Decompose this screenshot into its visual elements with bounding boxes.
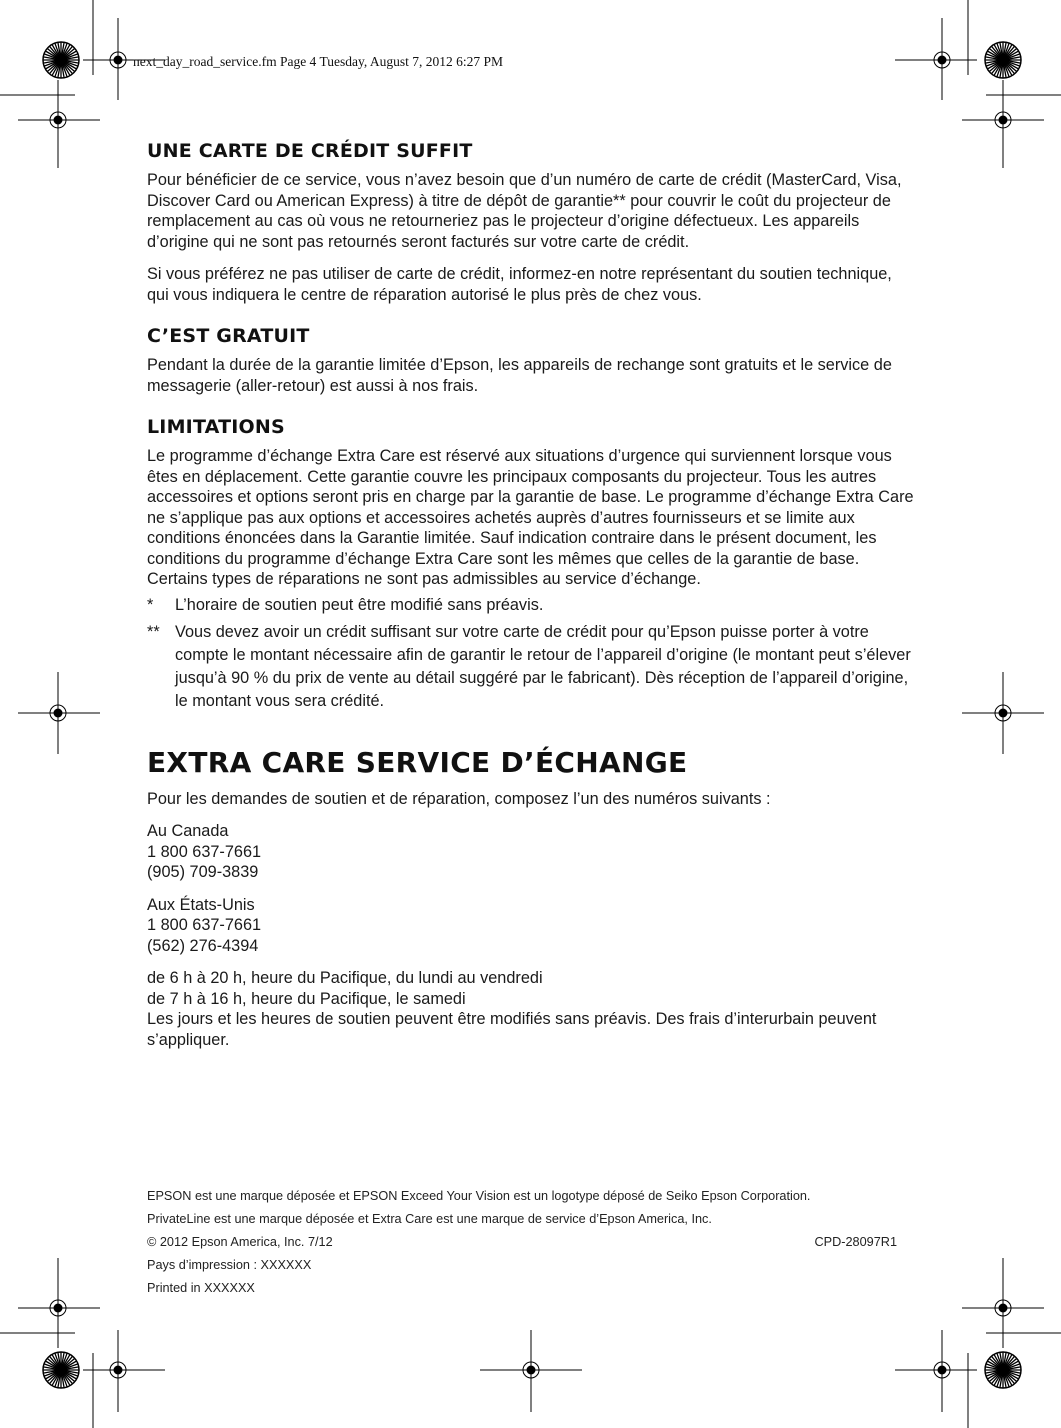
hours-saturday: de 7 h à 16 h, heure du Pacifique, le samedi: [147, 989, 466, 1008]
canada-label: Au Canada: [147, 822, 229, 840]
footnote-mark: **: [147, 622, 160, 641]
copyright-row: [147, 1231, 897, 1254]
footnote-1: [147, 594, 915, 617]
starburst-mark: [43, 42, 79, 78]
limitations-heading: LIMITATIONS: [147, 416, 285, 438]
exchange-heading: EXTRA CARE SERVICE D’ÉCHANGE: [147, 745, 688, 779]
hours-weekday: de 6 h à 20 h, heure du Pacifique, du lundi au vendredi: [147, 969, 543, 987]
footnote-mark: *: [147, 595, 154, 614]
page-content: [147, 140, 915, 1050]
footnote-2: [147, 621, 915, 713]
usa-phone-1: 1 800 637-7661: [147, 916, 262, 934]
starburst-mark: [43, 1352, 79, 1388]
free-paragraph: Pendant la durée de la garantie limitée d’Epson, les appareils de rechange sont gratuits et le service de messagerie (aller-retour) est aussi à nos frais.: [147, 356, 892, 395]
starburst-mark: [985, 42, 1021, 78]
trademark-line-2: PrivateLine est une marque déposée et Extra Care est une marque de service d’Epson America, Inc.: [147, 1212, 712, 1226]
trademark-line-1: EPSON est une marque déposée et EPSON Exceed Your Vision est un logotype déposé de Seiko Epson Corporation.: [147, 1189, 811, 1203]
printed-in: Printed in XXXXXX: [147, 1281, 255, 1295]
free-heading: C’EST GRATUIT: [147, 325, 310, 347]
usa-label: Aux États-Unis: [147, 895, 255, 914]
file-slug: next_day_road_service.fm Page 4 Tuesday, August 7, 2012 6:27 PM: [133, 54, 503, 69]
copyright: © 2012 Epson America, Inc. 7/12: [147, 1235, 333, 1249]
credit-paragraph-1: Pour bénéficier de ce service, vous n’avez besoin que d’un numéro de carte de crédit (MasterCard, Visa, Discover Card ou American Express) à titre de dépôt de garantie** pour couvrir le coût du projecteur de remplacement au cas où vous ne retourneriez pas le projecteur d’origine défectueux. Les appareils d’origine qui ne sont pas retournés seront facturés sur votre carte de crédit.: [147, 171, 902, 251]
document-code: CPD-28097R1: [814, 1235, 897, 1249]
footnote-text: Vous devez avoir un crédit suffisant sur votre carte de crédit pour qu’Epson puisse porter à votre compte le montant nécessaire afin de garantir le retour de l’appareil d’origine (le montant peut s’élever jusqu’à 90 % du prix de vente au détail suggéré par le fabricant). Dès réception de l’appareil d’origine, le montant vous sera crédité.: [175, 622, 911, 710]
exchange-intro: Pour les demandes de soutien et de réparation, composez l’un des numéros suivants :: [147, 789, 771, 808]
credit-heading: UNE CARTE DE CRÉDIT SUFFIT: [147, 140, 473, 162]
starburst-mark: [985, 1352, 1021, 1388]
footnote-text: L’horaire de soutien peut être modifié sans préavis.: [175, 595, 544, 614]
legal-footer: [147, 1185, 897, 1300]
usa-phone-2: (562) 276-4394: [147, 936, 259, 955]
canada-phone-1: 1 800 637-7661: [147, 842, 262, 861]
hours-notice: Les jours et les heures de soutien peuvent être modifiés sans préavis. Des frais d’interurbain peuvent s’appliquer.: [147, 1010, 877, 1049]
canada-phone-2: (905) 709-3839: [147, 863, 259, 881]
limitations-paragraph: Le programme d’échange Extra Care est réservé aux situations d’urgence qui surviennent lorsque vous êtes en déplacement. Cette garantie couvre les principaux composants du projecteur. Tous les autres accessoires et options seront pris en charge par la garantie de base. Le programme d’échange Extra Care ne s’applique pas aux options et accessoires achetés auprès d’autres fournisseurs et se limite aux conditions énoncées dans la Garantie limitée. Sauf indication contraire dans le présent document, les conditions du programme d’échange Extra Care sont les mêmes que celles de la garantie de base. Certains types de réparations ne sont pas admissibles au service d’échange.: [147, 447, 914, 588]
credit-paragraph-2: Si vous préférez ne pas utiliser de carte de crédit, informez-en notre représentant du soutien technique, qui vous indiquera le centre de réparation autorisé le plus près de chez vous.: [147, 265, 892, 304]
print-country: Pays d’impression : XXXXXX: [147, 1258, 312, 1272]
